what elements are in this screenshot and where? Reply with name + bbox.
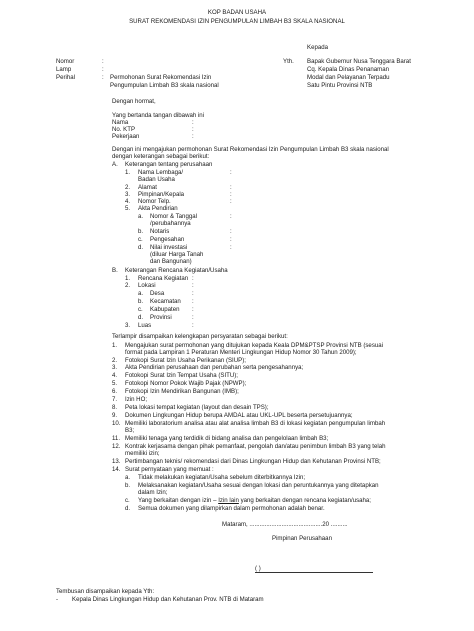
field-ktp-colon: :	[192, 126, 194, 133]
att-14-num: 14.	[112, 466, 121, 473]
signature-underline	[255, 572, 373, 573]
att-9-num: 9.	[112, 412, 118, 419]
intro-text: Yang bertanda tangan dibawah ini	[112, 112, 205, 119]
item-a5d: Nilai investasi	[150, 244, 188, 251]
place-date: Mataram, ...........................................20 ..........	[222, 521, 348, 528]
att-9: Dokumen Lingkungan Hidup berupa AMDAL atau UKL-UPL beserta persetujuannya;	[125, 412, 353, 419]
tembusan-label: Tembusan disampaikan kepada Yth:	[56, 588, 155, 595]
att-5: Fotokopi Nomor Pokok Wajib Pajak (NPWP);	[125, 380, 247, 387]
item-a5b: Notaris	[150, 228, 170, 235]
item-a3-colon: :	[230, 191, 232, 198]
att-4: Fotokopi Surat Izin Tempat Usaha (SITU);	[125, 372, 239, 379]
item-b2d: Provinsi	[150, 314, 172, 321]
perihal-label: Perihal	[56, 74, 75, 81]
lamp-label: Lamp	[56, 66, 72, 73]
item-b2a-colon: :	[192, 290, 194, 297]
item-a1: Nama Lembaga/	[138, 169, 184, 176]
item-b3-colon: :	[192, 322, 194, 329]
field-pekerjaan-colon: :	[192, 133, 194, 140]
item-b2b-colon: :	[192, 298, 194, 305]
section-b-marker: B.	[112, 267, 118, 274]
kepada-label: Kepada	[307, 44, 329, 51]
att-1-line-2: format pada Lampiran 1 Peraturan Menteri Lingkungan Hidup Nomor 30 Tahun 2009);	[125, 349, 357, 356]
document-title: SURAT REKOMENDASI IZIN PENGUMPULAN LIMBAH B3 SKALA NASIONAL	[129, 18, 345, 25]
sub-c-post: yang berkaitan dengan rencana kegiatan/usaha;	[240, 497, 372, 504]
sub-b-letter: b.	[125, 482, 131, 489]
item-a4: Nomor Telp.	[138, 198, 171, 205]
att-10-num: 10.	[112, 420, 121, 427]
item-a1-line-2: Badan Usaha	[138, 176, 175, 183]
paragraph-1: Dengan ini mengajukan permohonan Surat Rekomendasi Izin Pengumpulan Limbah B3 skala nasional	[112, 146, 389, 153]
sub-a-letter: a.	[125, 474, 131, 481]
yth-label: Yth.	[283, 58, 294, 65]
sub-c-letter: c.	[125, 497, 130, 504]
item-a5-num: 5.	[125, 205, 131, 212]
field-ktp: No. KTP	[112, 126, 136, 133]
attachments-intro: Terlampir disampaikan kelengkapan persyaratan sebagai berikut:	[112, 333, 288, 340]
item-a5a-letter: a.	[138, 213, 144, 220]
item-b2: Lokasi	[138, 282, 156, 289]
lamp-colon: :	[102, 66, 104, 73]
att-6-num: 6.	[112, 388, 118, 395]
item-b2b-letter: b.	[138, 298, 144, 305]
att-1: Mengajukan surat permohonan yang ditujukan kepada Keala DPM&PTSP Provinsi NTB (sesuai	[125, 342, 383, 349]
sub-b: Melaksanakan kegiatan/Usaha sesuai dengan lokasi dan peruntukannya yang ditetapkan	[138, 482, 379, 489]
perihal-colon: :	[102, 74, 104, 81]
item-a5d-letter: d.	[138, 244, 144, 251]
recipient-line-3: Modal dan Pelayanan Terpadu	[307, 74, 390, 81]
sub-c-underlined: Izin lain	[218, 497, 239, 504]
att-11: Memiliki tenaga yang terdidik di bidang analisa dan pengelolaan limbah B3;	[125, 435, 329, 442]
item-a4-colon: :	[230, 198, 232, 205]
item-a5c-letter: c.	[138, 236, 143, 243]
att-5-num: 5.	[112, 380, 118, 387]
letterhead: KOP BADAN USAHA	[207, 9, 267, 16]
att-1-num: 1.	[112, 342, 118, 349]
att-12-line-2: memiliki izin;	[125, 450, 160, 457]
signature-line: ( )	[255, 565, 261, 572]
item-a5b-letter: b.	[138, 228, 144, 235]
att-8: Peta lokasi tempat kegiatan (layout dan desain TPS);	[125, 404, 269, 411]
field-nama-colon: :	[192, 119, 194, 126]
item-a1-num: 1.	[125, 169, 131, 176]
att-13: Pertimbangan teknis/ rekomendasi dari Dinas Lingkungan Hidup dan Kehutanan Provinsi NTB;	[125, 458, 381, 465]
item-b2a-letter: a.	[138, 290, 144, 297]
nomor-colon: :	[102, 58, 104, 65]
sub-d: Semua dokumen yang dilampirkan dalam permohonan adalah benar.	[138, 505, 325, 512]
section-a-title: Keterangan tentang perusahaan	[125, 161, 213, 168]
paragraph-1-line-2: dengan keterangan sebagai berikut:	[112, 153, 210, 160]
att-2: Fotokopi Surat Izin Usaha Perikanan (SIUP);	[125, 357, 246, 364]
greeting: Dengan hormat,	[112, 98, 156, 105]
item-a5b-colon: :	[230, 228, 232, 235]
att-11-num: 11.	[112, 435, 121, 442]
tembusan-dash: -	[56, 596, 59, 603]
item-a5c-colon: :	[230, 236, 232, 243]
item-a3: Pimpinan/Kepala	[138, 191, 185, 198]
item-a5a-colon: :	[230, 213, 232, 220]
att-13-num: 13.	[112, 458, 121, 465]
perihal-value-2: Pengumpulan Limbah B3 skala nasional	[110, 82, 219, 89]
section-b-title: Keterangan Rencana Kegiatan/Usaha	[125, 267, 228, 274]
item-a2-colon: :	[230, 184, 232, 191]
nomor-label: Nomor	[56, 58, 75, 65]
item-b2c-letter: c.	[138, 306, 143, 313]
item-b1-num: 1.	[125, 275, 131, 282]
att-10: Memiliki laboratorium analisa atau alat analisa limbah B3 di lokasi kegiatan pengumpulan limbah	[125, 420, 386, 427]
att-2-num: 2.	[112, 357, 118, 364]
item-a5d-colon: :	[230, 244, 232, 251]
item-a5d-line-3: dan Bangunan)	[150, 258, 192, 265]
att-7-num: 7.	[112, 396, 118, 403]
item-b2d-colon: :	[192, 314, 194, 321]
sub-c: Yang berkaitan dengan izin – Izin lain yang berkaitan dengan rencana kegiatan/usaha;	[138, 497, 372, 504]
item-b1: Rencana Kegiatan	[138, 275, 189, 282]
perihal-value-1: Permohonan Surat Rekomendasi Izin	[110, 74, 212, 81]
item-a1-colon: :	[230, 169, 232, 176]
item-a3-num: 3.	[125, 191, 131, 198]
item-b2c-colon: :	[192, 306, 194, 313]
att-12-num: 12.	[112, 443, 121, 450]
item-b2c: Kabupaten	[150, 306, 180, 313]
sub-c-pre: Yang berkaitan dengan izin	[138, 497, 212, 504]
att-6: Fotokopi Izin Mendirikan Bangunan (IMB);	[125, 388, 239, 395]
item-a5a: Nomor & Tanggal	[150, 213, 197, 220]
field-pekerjaan: Pekerjaan	[112, 133, 140, 140]
item-a5: Akta Pendirian	[138, 205, 178, 212]
item-a5a-line-2: /perubahannya	[150, 220, 191, 227]
item-a5c: Pengesahan	[150, 236, 185, 243]
item-b2-colon: :	[192, 282, 194, 289]
recipient-line-2: Cq. Kepala Dinas Penanaman	[307, 66, 389, 73]
recipient-line-4: Satu Pintu Provinsi NTB	[307, 82, 373, 89]
sub-a: Tidak melakukan kegiatan/Usaha sebelum diterbitkannya Izin;	[138, 474, 306, 481]
item-a2-num: 2.	[125, 184, 131, 191]
tembusan-item-1: Kepala Dinas Lingkungan Hidup dan Kehutanan Prov. NTB di Mataram	[72, 596, 264, 603]
item-b2-num: 2.	[125, 282, 131, 289]
item-b3-num: 3.	[125, 322, 131, 329]
item-a5d-line-2: (diluar Harga Tanah	[150, 251, 204, 258]
item-a2: Alamat	[138, 184, 157, 191]
item-b2a: Desa	[150, 290, 165, 297]
att-14: Surat pernyataan yang memuat :	[125, 466, 214, 473]
att-7: Izin HO;	[125, 396, 148, 403]
sub-b-line-2: dalam Izin;	[138, 489, 168, 496]
att-3-num: 3.	[112, 364, 118, 371]
item-b2d-letter: d.	[138, 314, 144, 321]
signatory-title: Pimpinan Perusahaan	[272, 535, 332, 542]
att-8-num: 8.	[112, 404, 118, 411]
section-a-marker: A.	[112, 161, 118, 168]
att-3: Akta Pendirian perusahaan dan perubahan serta pengesahannya;	[125, 364, 304, 371]
item-b3: Luas	[138, 322, 152, 329]
field-nama: Nama	[112, 119, 129, 126]
att-10-line-2: B3;	[125, 427, 135, 434]
att-4-num: 4.	[112, 372, 118, 379]
item-a4-num: 4.	[125, 198, 131, 205]
sub-d-letter: d.	[125, 505, 131, 512]
recipient-line-1: Bapak Gubernur Nusa Tenggara Barat	[307, 58, 411, 65]
item-b1-colon: :	[192, 275, 194, 282]
item-b2b: Kecamatan	[150, 298, 181, 305]
att-12: Kontrak kerjasama dengan pihak pemanfaat, pengolah dan/atau penimbun limbah B3 yang telah	[125, 443, 386, 450]
